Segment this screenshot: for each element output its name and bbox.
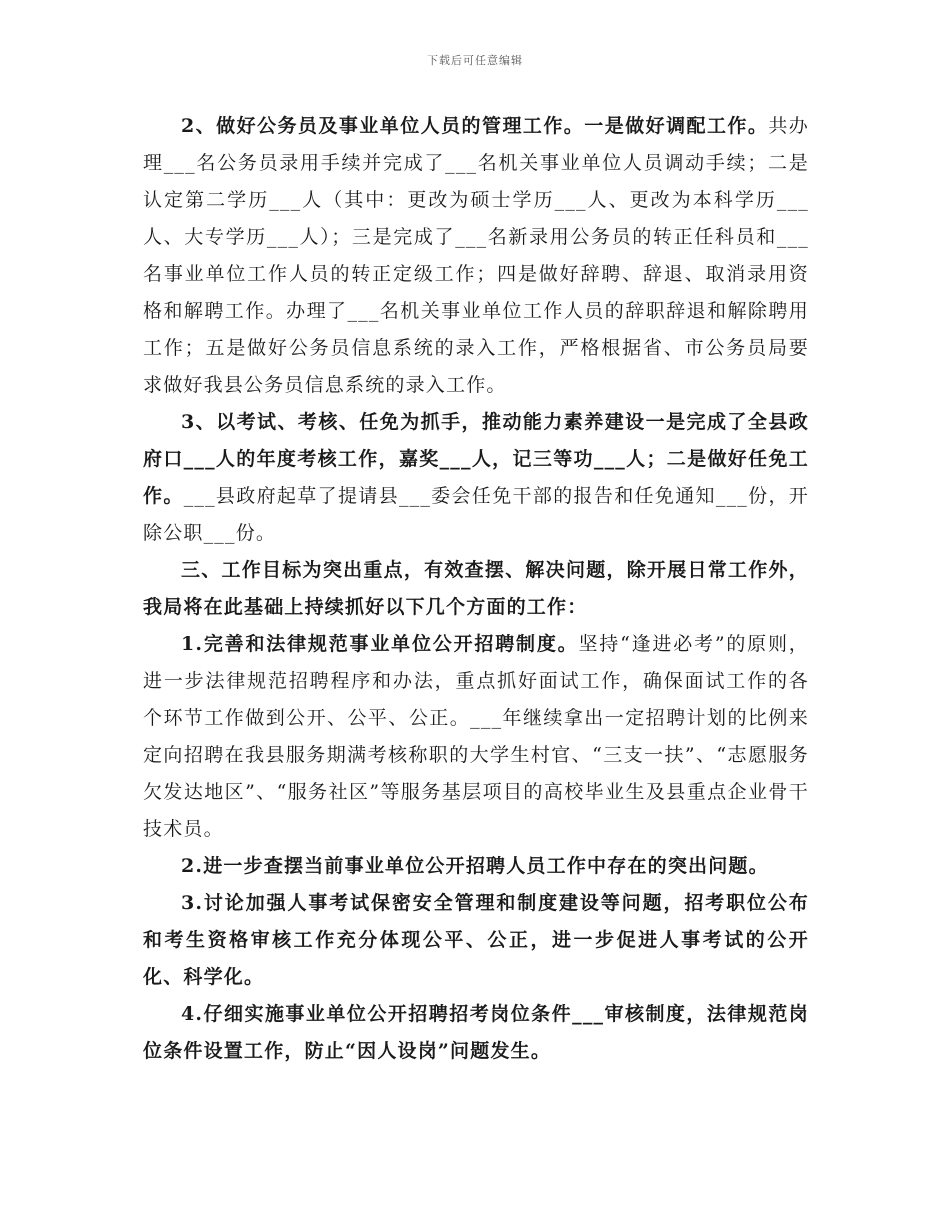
document-body [143,108,809,1070]
paragraph-lead: 3.讨论加强人事考试保密安全管理和制度建设等问题，招考职位公布和考生资格审核工作充分体现公平、公正，进一步促进人事考试的公开化、科学化。 [143,892,809,988]
paragraph-body: 共办理___名公务员录用手续并完成了___名机关事业单位人员调动手续；二是认定第二学历___人（其中：更改为硕士学历___人、更改为本科学历___人、大专学历___人）；三是完成了___名新录用公务员的转正任科员和___名事业单位工作人员的转正定级工作；四是做好辞聘、辞退、取消录用资格和解聘工作。办理了___名机关事业单位工作人员的辞职辞退和解除聘用工作；五是做好公务员信息系统的录入工作，严格根据省、市公务员局要求做好我县公务员信息系统的录入工作。 [143,115,809,396]
paragraph-goal-2 [143,848,809,885]
paragraph-lead: 4.仔细实施事业单位公开招聘招考岗位条件___审核制度，法律规范岗位条件设置工作，防止“因人设岗”问题发生。 [143,1003,809,1062]
paragraph-lead: 2.进一步查摆当前事业单位公开招聘人员工作中存在的突出问题。 [181,855,769,877]
paragraph-exam-assessment [143,404,809,552]
paragraph-body: 坚持“逢进必考”的原则，进一步法律规范招聘程序和办法，重点抓好面试工作，确保面试工作的各个环节工作做到公开、公平、公正。___年继续拿出一定招聘计划的比例来定向招聘在我县服务期满考核称职的大学生村官、“三支一扶”、“志愿服务欠发达地区”、“服务社区”等服务基层项目的高校毕业生及县重点企业骨干技术员。 [143,633,810,840]
paragraph-goal-3 [143,885,809,996]
paragraph-staff-management [143,108,809,404]
paragraph-lead: 3、以考试、考核、任免为抓手，推动能力素养建设一是完成了全县政府口___人的年度考核工作，嘉奖___人，记三等功___人；二是做好任免工作。 [143,411,809,507]
paragraph-body: ___县政府起草了提请县___委会任免干部的报告和任免通知___份，开除公职___份。 [143,485,809,544]
paragraph-lead: 三、工作目标为突出重点，有效查摆、解决问题，除开展日常工作外，我局将在此基础上持续抓好以下几个方面的工作： [143,559,809,618]
header-note: 下载后可任意编辑 [427,54,523,67]
paragraph-goal-4 [143,996,809,1070]
paragraph-goal-1 [143,626,809,848]
paragraph-work-goals [143,552,809,626]
paragraph-lead: 2、做好公务员及事业单位人员的管理工作。一是做好调配工作。 [181,115,769,137]
paragraph-lead: 1.完善和法律规范事业单位公开招聘制度。 [181,633,579,655]
